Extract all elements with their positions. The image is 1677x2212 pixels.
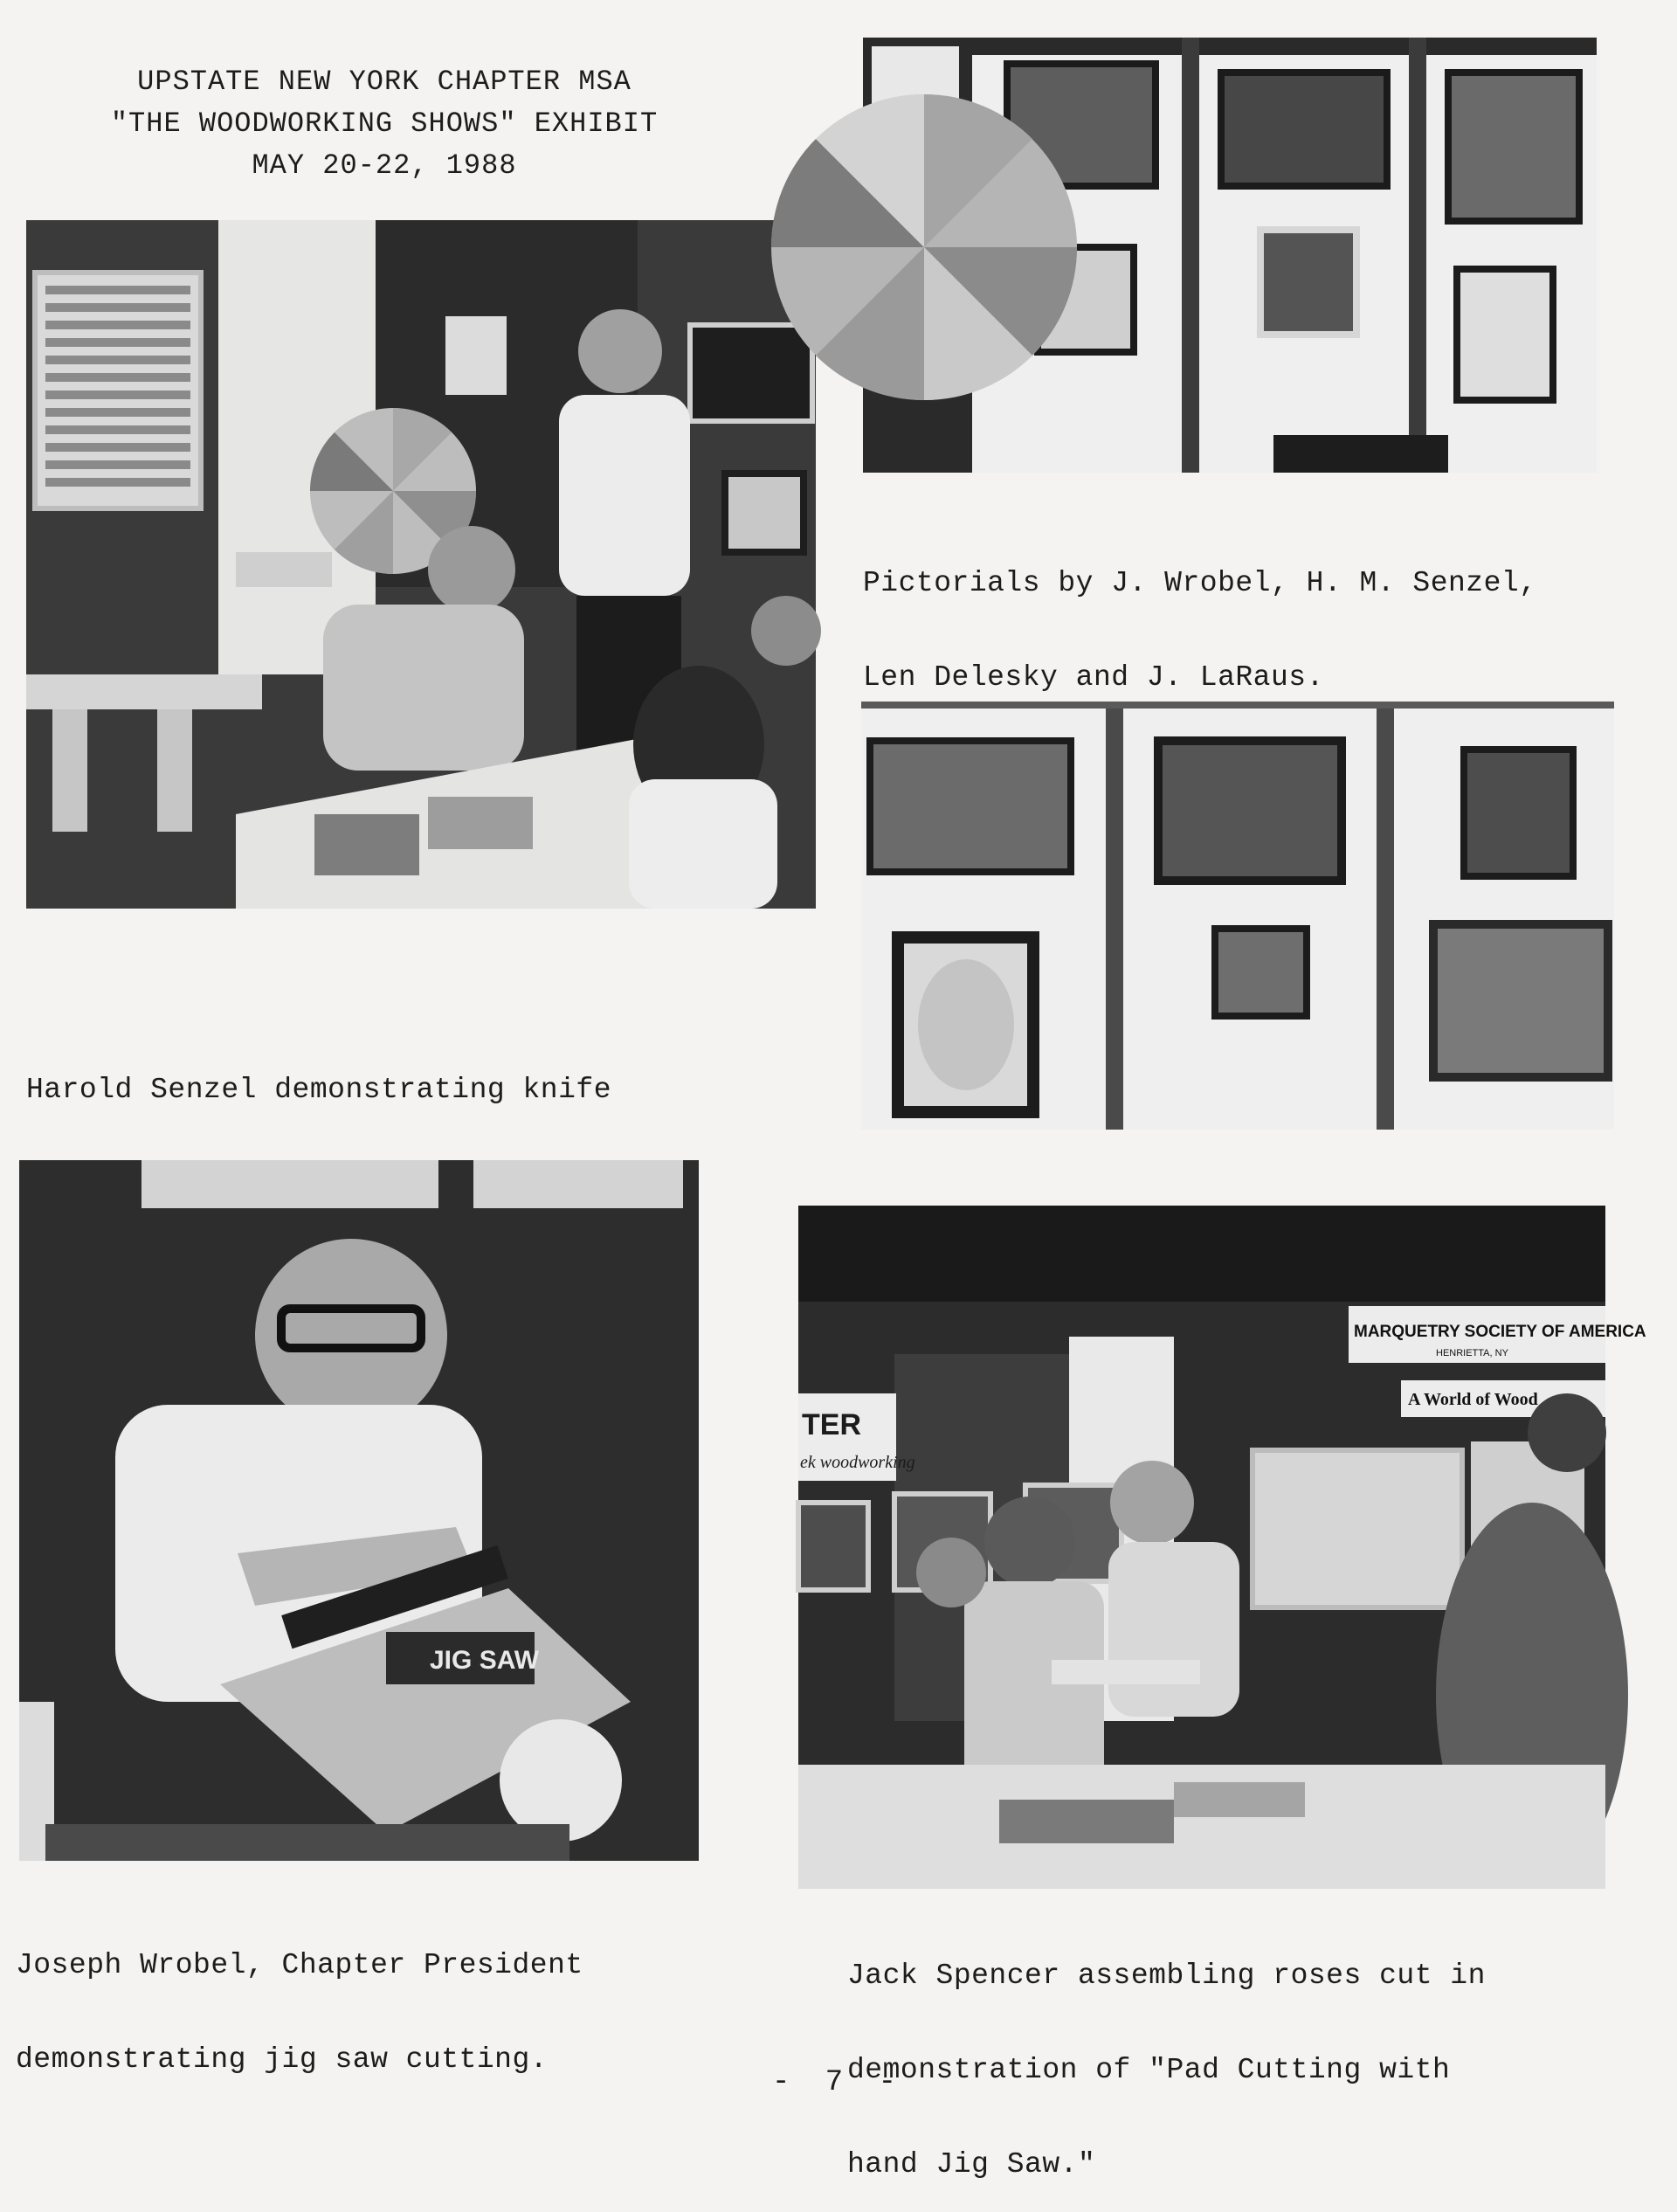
caption-spencer-line-2: demonstration of "Pad Cutting with [847,2054,1451,2086]
banner-text: MARQUETRY SOCIETY OF AMERICA [1354,1323,1646,1341]
caption-wrobel-line-2: demonstrating jig saw cutting. [16,2043,549,2076]
page-header [70,61,699,187]
photo-senzel-illustration [26,220,816,909]
caption-wrobel-line-1: Joseph Wrobel, Chapter President [16,1949,583,1981]
caption-spencer-line-1: Jack Spencer assembling roses cut in [847,1960,1486,1992]
header-line-1: UPSTATE NEW YORK CHAPTER MSA [137,66,631,98]
photo-pictorials-panels [861,702,1614,1130]
photo-wrobel-jigsaw [19,1160,699,1861]
header-line-2: "THE WOODWORKING SHOWS" EXHIBIT [110,107,659,140]
photo-pictorials-veneer-wheel [863,38,1597,473]
header-line-3: MAY 20-22, 1988 [252,149,517,182]
photo-spencer-booth [798,1206,1646,1889]
caption-spencer-line-3: hand Jig Saw." [847,2148,1096,2181]
caption-wheel-line-1: Pictorials by J. Wrobel, H. M. Senzel, [863,567,1537,599]
side-sign-script: ek woodworking [800,1453,915,1472]
caption-wheel-line-2: Len Delesky and J. LaRaus. [863,661,1324,694]
page-number: - 7 - [771,2066,906,2099]
photo-pictorials-wheel-illustration [863,38,1597,473]
photo-senzel-knife-cutting [26,220,816,909]
jigsaw-machine-label: JIG SAW [430,1646,540,1675]
caption-spencer-booth [847,1897,1486,2212]
caption-senzel-line-1: Harold Senzel demonstrating knife [26,1074,612,1106]
photo-wrobel-illustration [19,1160,699,1861]
sign-world-of-wood: A World of Wood [1408,1390,1538,1409]
side-sign-fragment: TER [802,1408,861,1441]
photo-pictorials-panels-illustration [861,702,1614,1130]
banner-subtext: HENRIETTA, NY [1436,1348,1508,1358]
photo-spencer-illustration [798,1206,1646,1889]
